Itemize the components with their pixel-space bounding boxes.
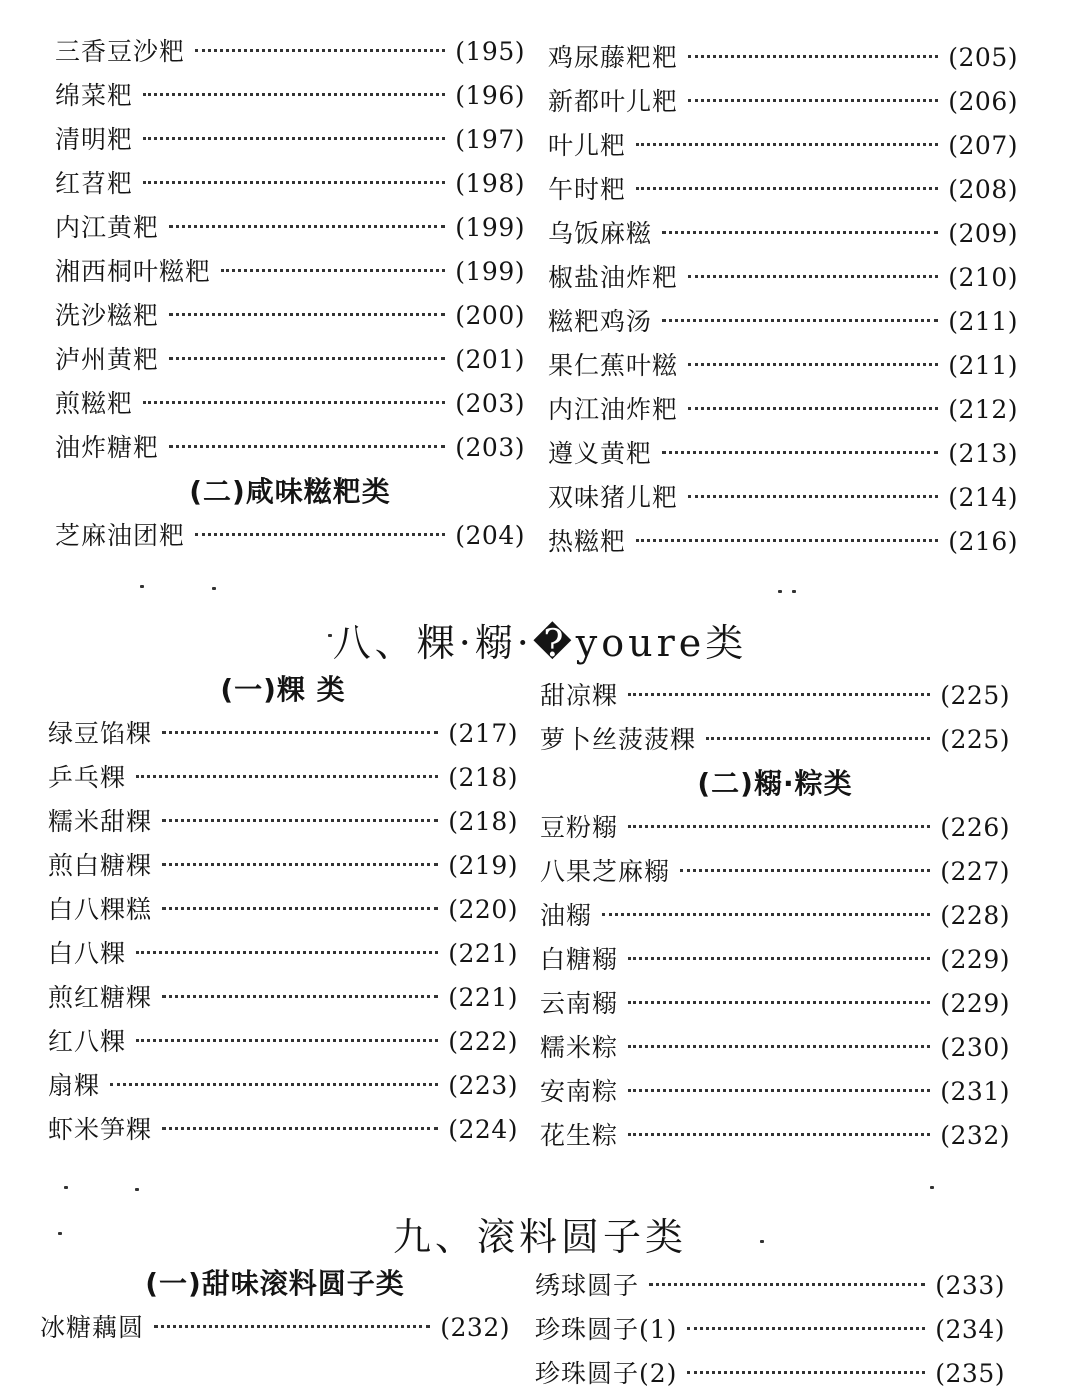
dot-leader [143,401,445,404]
dot-leader [162,995,438,998]
entry-title: 糯米甜粿 [48,807,153,836]
entry-page-number: (227) [940,857,1010,886]
toc-entry [540,1114,1010,1158]
entry-title: 甜凉粿 [540,681,619,710]
toc-entry [535,1352,1005,1396]
dot-leader [143,137,445,140]
entry-title: 煎糍粑 [55,389,134,418]
dot-leader [636,187,938,190]
entry-page-number: (201) [455,345,525,374]
dot-leader [628,957,930,960]
dot-leader [221,269,445,272]
toc-entry [55,514,525,558]
scan-speck [58,1232,62,1235]
toc-entry [48,756,518,800]
entry-title: 白糖糑 [540,945,619,974]
dot-leader [628,1133,930,1136]
dot-leader [143,93,445,96]
entry-page-number: (205) [948,43,1018,72]
entry-page-number: (204) [455,521,525,550]
dot-leader [162,863,438,866]
scan-speck [328,634,332,637]
entry-title: 油糑 [540,901,593,930]
entry-page-number: (197) [455,125,525,154]
toc-entry [48,712,518,756]
toc-entry [548,124,1018,168]
entry-page-number: (207) [948,131,1018,160]
section8-left-column [48,668,518,1152]
entry-title: 云南糑 [540,989,619,1018]
toc-entry [48,932,518,976]
entry-title: 泸州黄粑 [55,345,160,374]
entry-page-number: (231) [940,1077,1010,1106]
dot-leader [143,181,445,184]
entry-page-number: (226) [940,813,1010,842]
dot-leader [169,225,445,228]
entry-title: 煎白糖粿 [48,851,153,880]
toc-entry [540,982,1010,1026]
toc-entry [540,894,1010,938]
dot-leader [688,495,938,498]
entry-page-number: (222) [448,1027,518,1056]
dot-leader [628,825,930,828]
entry-page-number: (209) [948,219,1018,248]
subsection-heading: (二)糑·粽类 [697,767,853,800]
dot-leader [688,363,938,366]
toc-entry [55,250,525,294]
entry-title: 扇粿 [48,1071,101,1100]
scan-speck [760,1240,764,1243]
entry-page-number: (230) [940,1033,1010,1062]
toc-entry [540,938,1010,982]
dot-leader [688,275,938,278]
toc-entry [548,256,1018,300]
dot-leader [688,407,938,410]
toc-entry [48,844,518,888]
dot-leader [662,319,938,322]
toc-entry [540,850,1010,894]
dot-leader [169,357,445,360]
scan-speck [135,1188,139,1191]
toc-entry [540,674,1010,718]
entry-title: 果仁蕉叶糍 [548,351,679,380]
entry-title: 洗沙糍粑 [55,301,160,330]
entry-page-number: (218) [448,763,518,792]
entry-page-number: (224) [448,1115,518,1144]
entry-page-number: (233) [935,1271,1005,1300]
dot-leader [195,49,445,52]
section9-right-column [535,1264,1005,1396]
entry-title: 萝卜丝菠菠粿 [540,725,697,754]
entry-page-number: (203) [455,389,525,418]
subsection-heading: (二)咸味糍粑类 [189,475,391,508]
dot-leader [136,775,438,778]
entry-title: 绿豆馅粿 [48,719,153,748]
entry-title: 椒盐油炸粑 [548,263,679,292]
subsection-heading: (一)粿 类 [220,673,346,706]
entry-page-number: (232) [440,1313,510,1342]
entry-title: 叶儿粑 [548,131,627,160]
entry-title: 午时粑 [548,175,627,204]
entry-page-number: (211) [948,351,1018,380]
toc-entry [548,388,1018,432]
entry-page-number: (200) [455,301,525,330]
dot-leader [662,231,938,234]
entry-page-number: (228) [940,901,1010,930]
toc-entry [548,212,1018,256]
entry-title: 红苕粑 [55,169,134,198]
dot-leader [628,1045,930,1048]
entry-title: 遵义黄粑 [548,439,653,468]
entry-title: 冰糖藕圆 [40,1313,145,1342]
entry-page-number: (218) [448,807,518,836]
entry-title: 红八粿 [48,1027,127,1056]
toc-entry [48,976,518,1020]
scan-speck [792,590,796,593]
scan-speck [140,585,144,588]
subsection-heading: (一)甜味滚料圆子类 [145,1267,405,1300]
entry-page-number: (213) [948,439,1018,468]
dot-leader [195,533,445,536]
entry-page-number: (232) [940,1121,1010,1150]
toc-entry [535,1308,1005,1352]
dot-leader [662,451,938,454]
dot-leader [688,55,938,58]
toc-entry [48,1020,518,1064]
block1-left-column [55,30,525,558]
entry-page-number: (221) [448,983,518,1012]
dot-leader [680,869,930,872]
dot-leader [162,907,438,910]
entry-title: 湘西桐叶糍粑 [55,257,212,286]
entry-page-number: (229) [940,945,1010,974]
entry-title: 花生粽 [540,1121,619,1150]
entry-page-number: (225) [940,681,1010,710]
toc-entry [55,162,525,206]
toc-entry [55,30,525,74]
dot-leader [162,1127,438,1130]
section8-right-column [540,674,1010,1158]
toc-entry [55,294,525,338]
entry-title: 乒乓粿 [48,763,127,792]
dot-leader [628,1089,930,1092]
scan-speck [778,590,782,593]
dot-leader [706,737,930,740]
entry-page-number: (223) [448,1071,518,1100]
dot-leader [636,143,938,146]
entry-page-number: (214) [948,483,1018,512]
entry-page-number: (206) [948,87,1018,116]
entry-page-number: (217) [448,719,518,748]
entry-page-number: (199) [455,213,525,242]
entry-title: 安南粽 [540,1077,619,1106]
toc-entry [540,806,1010,850]
section9-left-column [40,1262,510,1350]
dot-leader [602,913,930,916]
entry-title: 双味猪儿粑 [548,483,679,512]
entry-page-number: (234) [935,1315,1005,1344]
toc-entry [548,520,1018,564]
entry-page-number: (216) [948,527,1018,556]
entry-title: 糍粑鸡汤 [548,307,653,336]
section-9-heading: 九、滚料圆子类 [392,1215,687,1259]
entry-title: 八果芝麻糑 [540,857,671,886]
toc-entry [535,1264,1005,1308]
entry-title: 虾米笋粿 [48,1115,153,1144]
scan-speck [212,587,216,590]
entry-title: 白八粿 [48,939,127,968]
dot-leader [162,731,438,734]
dot-leader [162,819,438,822]
entry-title: 芝麻油团粑 [55,521,186,550]
dot-leader [154,1325,430,1328]
entry-title: 三香豆沙粑 [55,37,186,66]
toc-entry [548,36,1018,80]
toc-entry [55,382,525,426]
dot-leader [110,1083,438,1086]
dot-leader [628,1001,930,1004]
dot-leader [687,1371,925,1374]
toc-entry [55,118,525,162]
dot-leader [169,445,445,448]
entry-title: 内江油炸粑 [548,395,679,424]
scan-speck [930,1186,934,1189]
toc-entry [48,800,518,844]
entry-title: 绣球圆子 [535,1271,640,1300]
entry-title: 新都叶儿粑 [548,87,679,116]
toc-entry [48,888,518,932]
dot-leader [136,1039,438,1042]
entry-page-number: (219) [448,851,518,880]
entry-page-number: (195) [455,37,525,66]
entry-page-number: (212) [948,395,1018,424]
toc-entry [55,426,525,470]
entry-title: 鸡尿藤粑粑 [548,43,679,72]
entry-title: 珍珠圆子(1) [535,1315,678,1344]
scan-speck [64,1186,68,1189]
toc-entry [540,1026,1010,1070]
dot-leader [636,539,938,542]
toc-entry [55,74,525,118]
entry-title: 热糍粑 [548,527,627,556]
entry-page-number: (198) [455,169,525,198]
toc-entry [548,168,1018,212]
entry-page-number: (208) [948,175,1018,204]
block1-right-column [548,36,1018,564]
entry-title: 油炸糖粑 [55,433,160,462]
entry-page-number: (210) [948,263,1018,292]
entry-page-number: (221) [448,939,518,968]
entry-page-number: (225) [940,725,1010,754]
entry-title: 清明粑 [55,125,134,154]
entry-title: 煎红糖粿 [48,983,153,1012]
entry-page-number: (229) [940,989,1010,1018]
entry-page-number: (203) [455,433,525,462]
entry-page-number: (235) [935,1359,1005,1388]
toc-entry [55,206,525,250]
toc-entry [548,432,1018,476]
toc-entry [48,1064,518,1108]
entry-title: 乌饭麻糍 [548,219,653,248]
dot-leader [169,313,445,316]
entry-page-number: (211) [948,307,1018,336]
entry-page-number: (199) [455,257,525,286]
dot-leader [688,99,938,102]
entry-title: 糯米粽 [540,1033,619,1062]
toc-entry [540,1070,1010,1114]
toc-entry [548,344,1018,388]
toc-entry [40,1306,510,1350]
dot-leader [628,693,930,696]
toc-entry [548,476,1018,520]
dot-leader [649,1283,925,1286]
entry-title: 珍珠圆子(2) [535,1359,678,1388]
entry-page-number: (220) [448,895,518,924]
entry-title: 绵菜粑 [55,81,134,110]
dot-leader [687,1327,925,1330]
entry-title: 内江黄粑 [55,213,160,242]
entry-title: 白八粿糕 [48,895,153,924]
toc-entry [55,338,525,382]
dot-leader [136,951,438,954]
entry-title: 豆粉糑 [540,813,619,842]
section-8-heading: 八、粿·糑·�youre类 [332,621,748,665]
toc-entry [540,718,1010,762]
toc-entry [548,300,1018,344]
toc-entry [548,80,1018,124]
entry-page-number: (196) [455,81,525,110]
toc-entry [48,1108,518,1152]
